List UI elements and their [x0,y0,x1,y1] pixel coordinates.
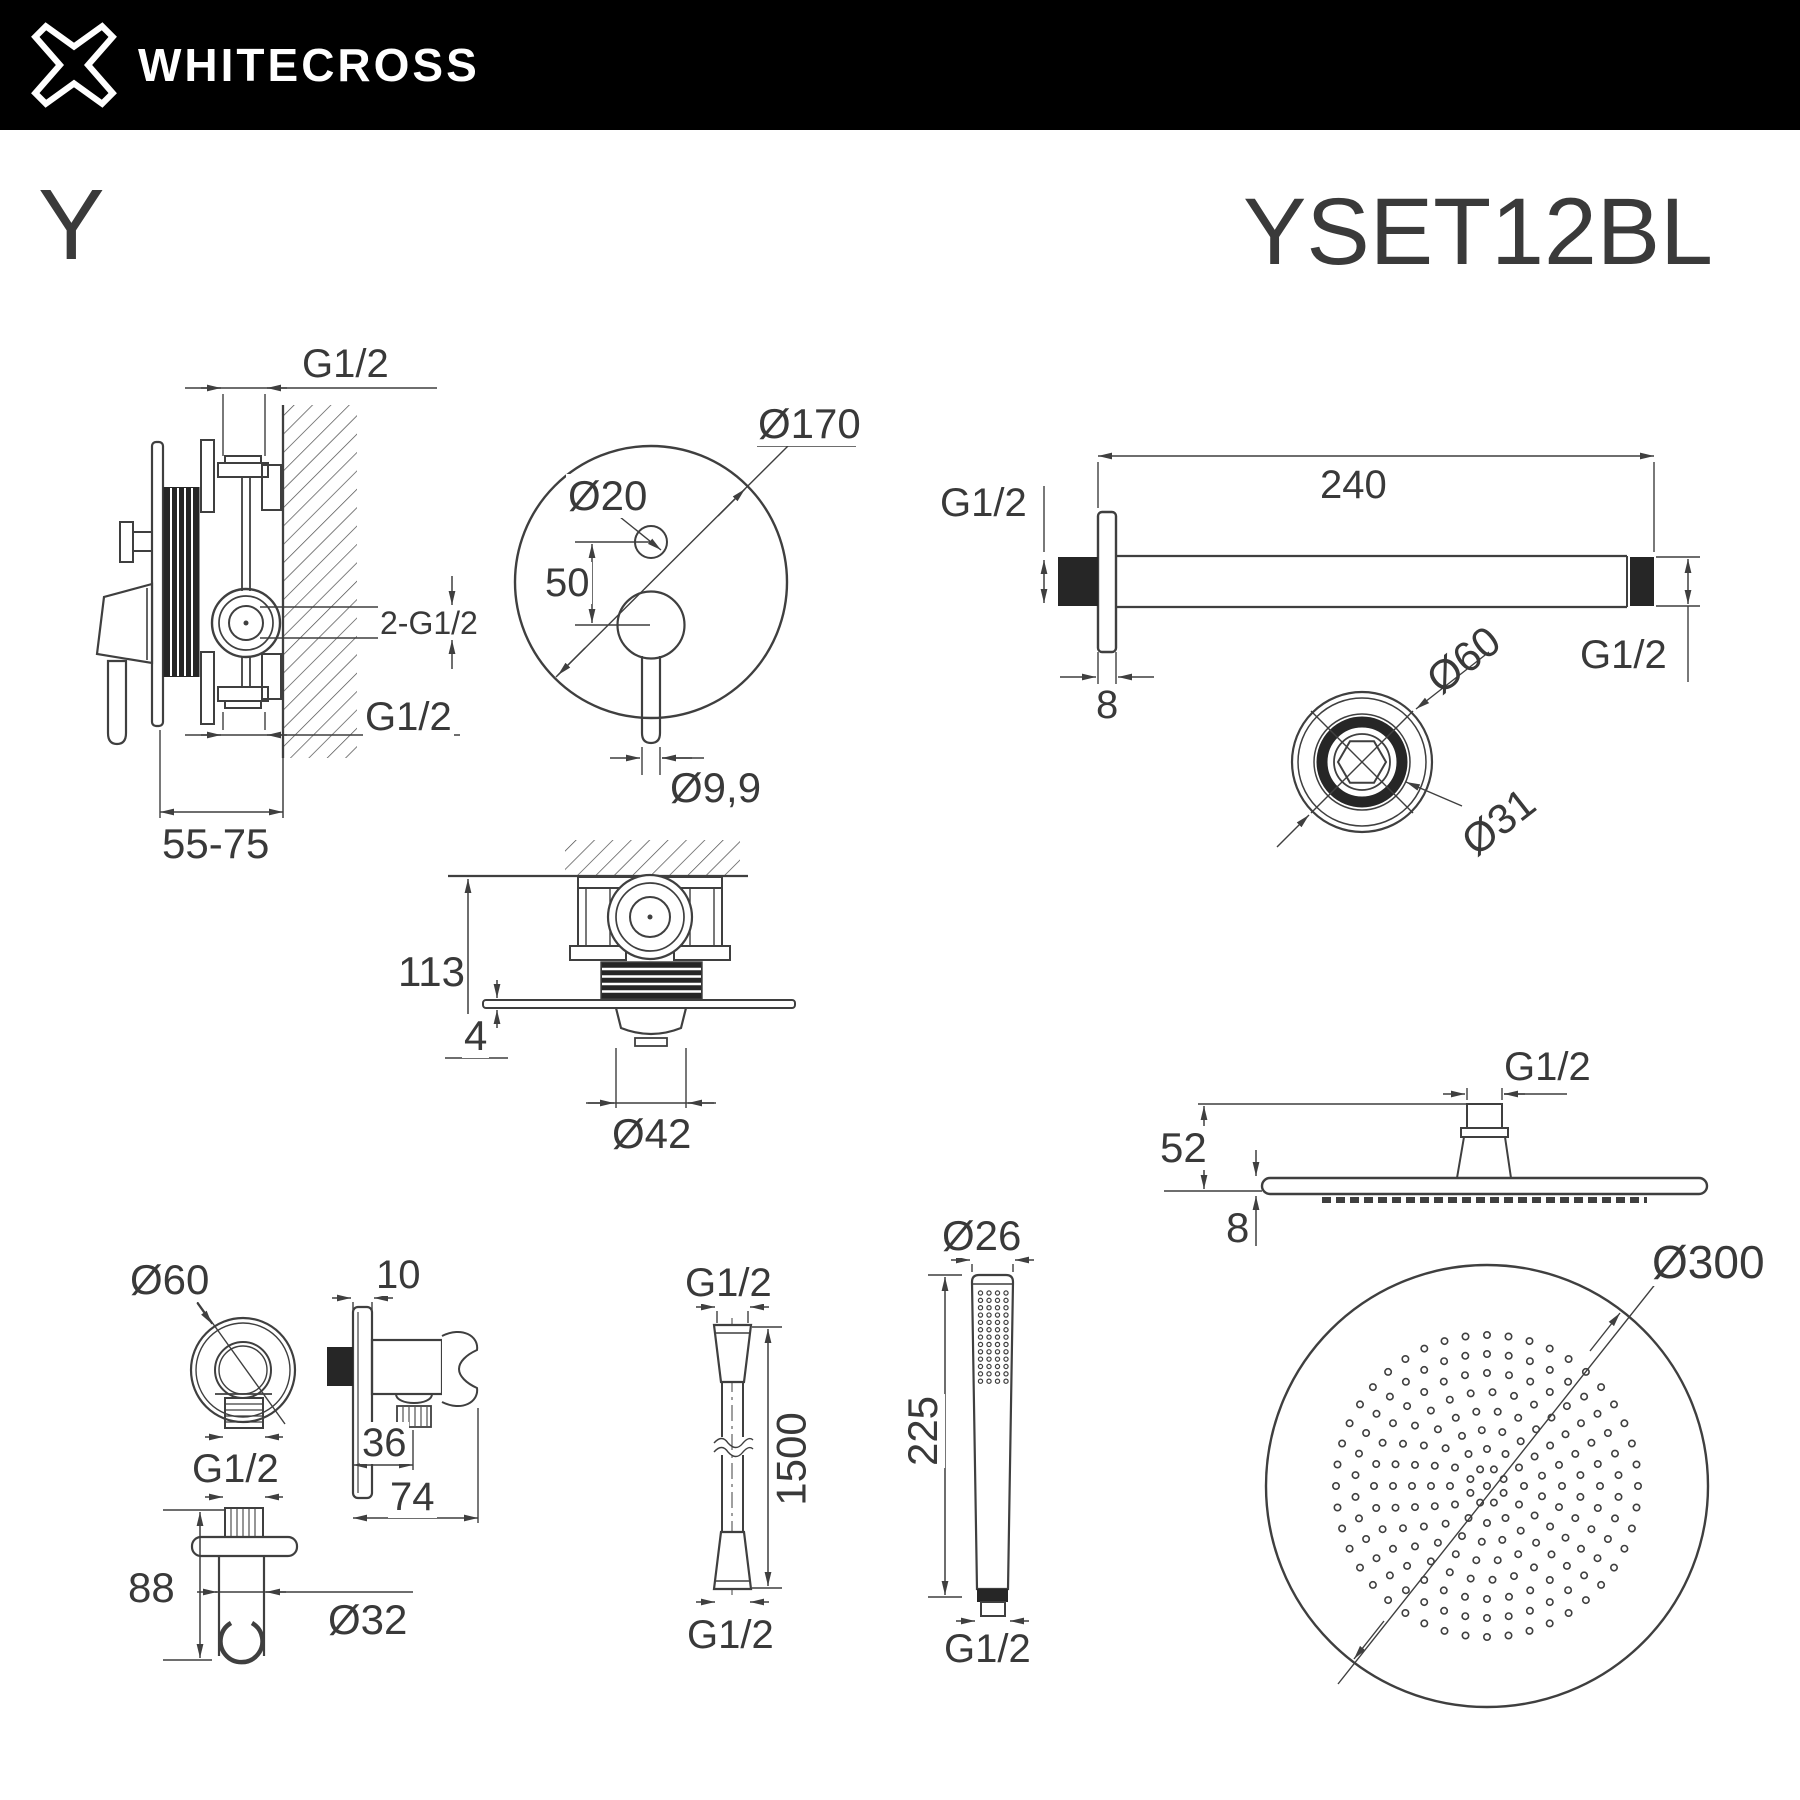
spray-nozzle-pattern [1333,1332,1641,1640]
dim-button-dia: Ø20 [568,472,648,519]
dim-arm-flange-dia: Ø60 [1417,616,1510,703]
dim-arm-thread-left: G1/2 [940,481,1027,525]
model-number: YSET12BL [1243,179,1713,285]
dim-outlet-plate-10: 10 [376,1253,421,1297]
dim-outlet-thread: G1/2 [192,1447,279,1491]
dim-head-dia: Ø300 [1652,1236,1765,1288]
dim-outlet-offset-36: 36 [362,1421,407,1465]
dim-hose-length: 1500 [767,1412,815,1506]
dim-handshower-dia: Ø26 [942,1212,1022,1259]
dim-outlet-depth-74: 74 [390,1475,435,1519]
dim-handshower-thread: G1/2 [944,1627,1031,1671]
brand-name: WHITECROSS [138,39,480,91]
dim-outlet-escutcheon-dia: Ø60 [130,1256,210,1303]
dim-mixer-thread-top: G1/2 [302,342,389,386]
dim-outlet-height-88: 88 [128,1564,175,1611]
dim-mixer-thread-bottom: G1/2 [365,695,452,739]
dim-plate-dia: Ø170 [758,400,861,447]
mixer-side-view [97,388,470,818]
dim-hose-thread-bottom: G1/2 [687,1613,774,1657]
dim-arm-nut-dia: Ø31 [1452,778,1545,865]
dim-spacing-50: 50 [545,561,590,605]
dim-mixer-depth: 55-75 [162,820,270,867]
dim-arm-length: 240 [1320,463,1387,507]
series-label: Y [38,169,105,281]
dim-plate-thickness-4: 4 [464,1012,488,1059]
dim-section-height: 113 [398,948,465,995]
dim-arm-thread-right: G1/2 [1580,633,1667,677]
dim-hose-thread-top: G1/2 [685,1261,772,1305]
dim-sleeve-dia: Ø42 [612,1110,692,1157]
head-top-view [1266,1265,1762,1707]
dim-holder-dia: Ø32 [328,1596,408,1643]
dim-head-height-52: 52 [1160,1124,1207,1171]
dim-head-thread: G1/2 [1504,1045,1591,1089]
dim-mixer-ports: 2-G1/2 [380,605,478,641]
mixer-section-view [445,840,795,1108]
dim-lever-dia: Ø9,9 [670,764,762,811]
dim-handshower-length: 225 [899,1395,947,1467]
dim-head-thickness-8: 8 [1226,1204,1250,1251]
dim-arm-flange-8: 8 [1096,683,1119,727]
